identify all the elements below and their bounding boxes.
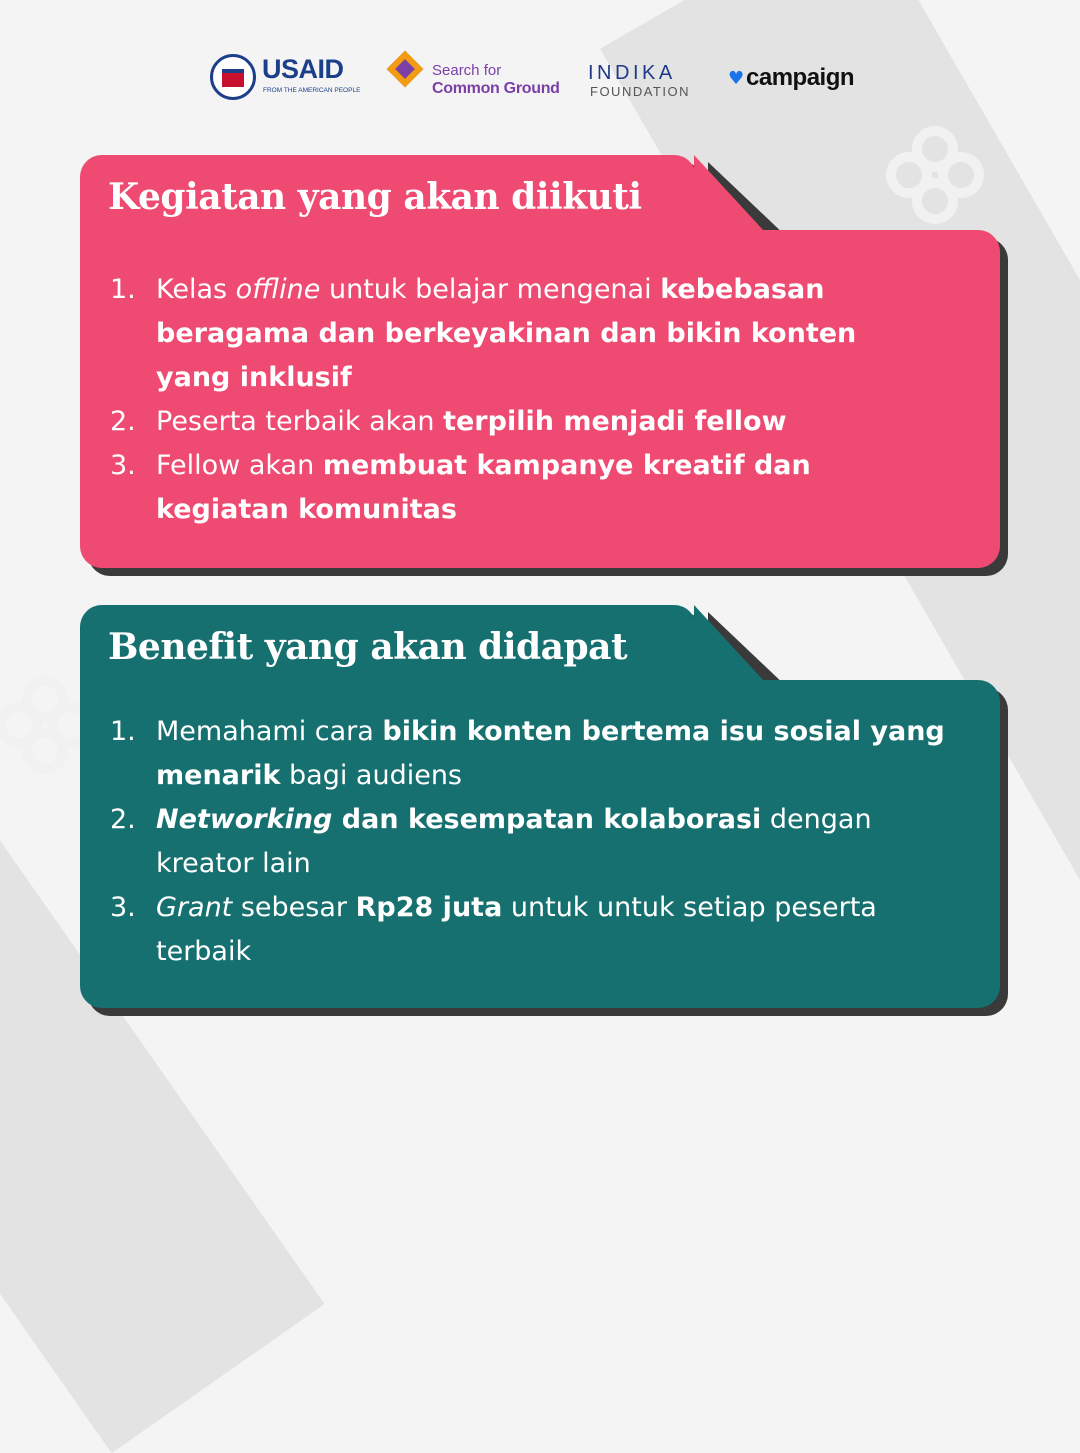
benefit-list <box>110 710 960 974</box>
sfcg-line2: Common Ground <box>432 80 560 97</box>
item-text-italic: Grant <box>156 892 233 923</box>
item-text: sebesar <box>232 892 356 923</box>
sfcg-line1: Search for <box>432 62 502 79</box>
item-text: untuk untuk setiap peserta terbaik <box>156 892 877 967</box>
item-text: dengan kreator lain <box>156 804 872 879</box>
item-text: bagi audiens <box>280 760 462 791</box>
item-text-bold: Rp28 juta <box>355 892 503 923</box>
heart-icon: ♥ <box>728 68 745 89</box>
flower-decoration-icon <box>880 120 990 230</box>
list-item <box>110 444 940 532</box>
list-number: 2. <box>110 804 136 835</box>
item-text-bold: terpilih menjadi fellow <box>443 406 787 437</box>
list-item <box>110 400 940 444</box>
indika-line2: FOUNDATION <box>590 84 690 99</box>
list-item <box>110 798 960 886</box>
item-text-bold: bikin konten bertema isu sosial yang menarik <box>156 716 945 791</box>
campaign-name: campaign <box>746 64 855 91</box>
partner-logos <box>0 48 1080 108</box>
item-text-bold: kebebasan beragama dan berkeyakinan dan bikin konten yang inklusif <box>156 274 857 393</box>
item-text-bold-italic: Networking <box>156 804 333 835</box>
kegiatan-title: Kegiatan yang akan diikuti <box>108 176 642 218</box>
indika-line1: INDIKA <box>588 62 676 84</box>
usaid-seal-icon <box>210 54 256 100</box>
list-item <box>110 886 960 974</box>
usaid-name: USAID <box>262 54 344 84</box>
kegiatan-list <box>110 268 940 532</box>
item-text-bold: dan kesempatan kolaborasi <box>332 804 762 835</box>
sfcg-logo <box>390 48 575 108</box>
list-item <box>110 268 940 400</box>
item-text: untuk belajar mengenai <box>320 274 661 305</box>
list-number: 3. <box>110 892 136 923</box>
item-text: Peserta terbaik akan <box>156 406 444 437</box>
list-number: 1. <box>110 274 136 305</box>
item-text: Kelas <box>156 274 236 305</box>
list-number: 1. <box>110 716 136 747</box>
benefit-title: Benefit yang akan didapat <box>108 626 628 668</box>
list-item <box>110 710 960 798</box>
item-text-italic: offline <box>235 274 321 305</box>
sfcg-diamond-icon <box>387 51 424 88</box>
list-number: 2. <box>110 406 136 437</box>
usaid-logo <box>210 48 370 108</box>
list-number: 3. <box>110 450 136 481</box>
indika-logo <box>588 48 718 108</box>
item-text: Memahami cara <box>156 716 383 747</box>
item-text-bold: membuat kampanye kreatif dan kegiatan komunitas <box>156 450 811 525</box>
item-text: Fellow akan <box>156 450 323 481</box>
usaid-tagline: FROM THE AMERICAN PEOPLE <box>263 87 361 94</box>
campaign-logo <box>728 48 878 108</box>
